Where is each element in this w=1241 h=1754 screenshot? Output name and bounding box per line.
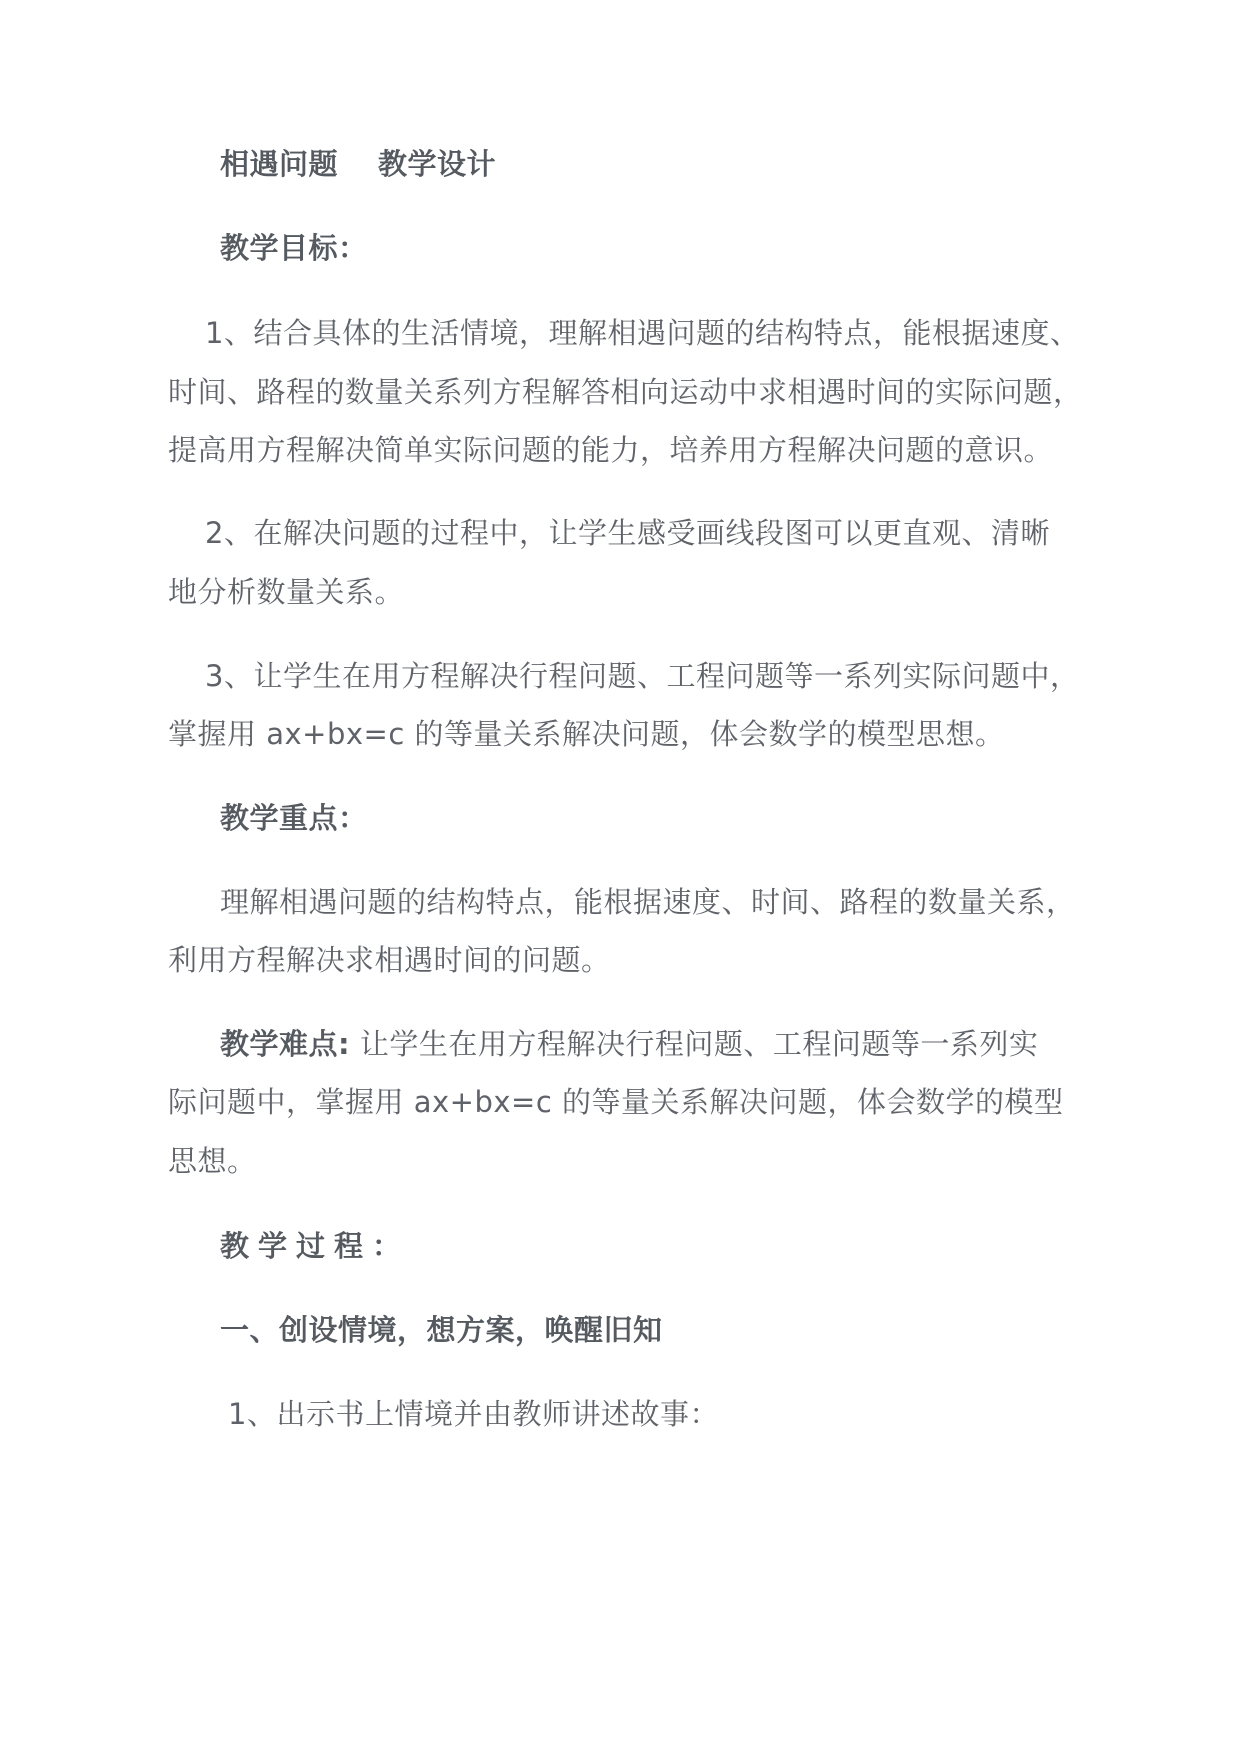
document-title: [220, 144, 496, 184]
difficulty-line-1: [220, 1024, 1038, 1064]
objective-2-line-2: 地分析数量关系。: [168, 575, 405, 609]
difficulty-line-2: 际问题中，掌握用 ax+bx=c 的等量关系解决问题，体会数学的模型: [168, 1085, 1064, 1119]
difficulty-line-3: 思想。: [168, 1144, 257, 1178]
keypoint-line-2: 利用方程解决求相遇时间的问题。: [168, 943, 611, 977]
objective-1-line-2: 时间、路程的数量关系列方程解答相向运动中求相遇时间的实际问题，: [168, 375, 1083, 409]
objective-1-line-1: 1、结合具体的生活情境，理解相遇问题的结构特点，能根据速度、: [205, 316, 1080, 350]
keypoint-heading: 教学重点：: [220, 801, 368, 835]
section-1-heading: 一、创设情境，想方案，唤醒旧知: [220, 1313, 663, 1347]
step-1: 1、出示书上情境并由教师讲述故事：: [228, 1397, 719, 1431]
keypoint-line-1: 理解相遇问题的结构特点，能根据速度、时间、路程的数量关系，: [220, 885, 1076, 919]
title-topic: 相遇问题: [220, 147, 339, 181]
objective-2-line-1: 2、在解决问题的过程中，让学生感受画线段图可以更直观、清晰: [205, 516, 1050, 550]
objectives-heading: 教学目标：: [220, 231, 368, 265]
objective-3-line-1: 3、让学生在用方程解决行程问题、工程问题等一系列实际问题中，: [205, 659, 1080, 693]
difficulty-label: 教学难点:: [220, 1027, 351, 1061]
process-heading: 教学过程：: [220, 1229, 411, 1263]
objective-3-line-2: 掌握用 ax+bx=c 的等量关系解决问题，体会数学的模型思想。: [168, 717, 1005, 751]
difficulty-text: 让学生在用方程解决行程问题、工程问题等一系列实: [350, 1027, 1039, 1061]
title-type: 教学设计: [378, 147, 497, 181]
objective-1-line-3: 提高用方程解决简单实际问题的能力，培养用方程解决问题的意识。: [168, 433, 1054, 467]
